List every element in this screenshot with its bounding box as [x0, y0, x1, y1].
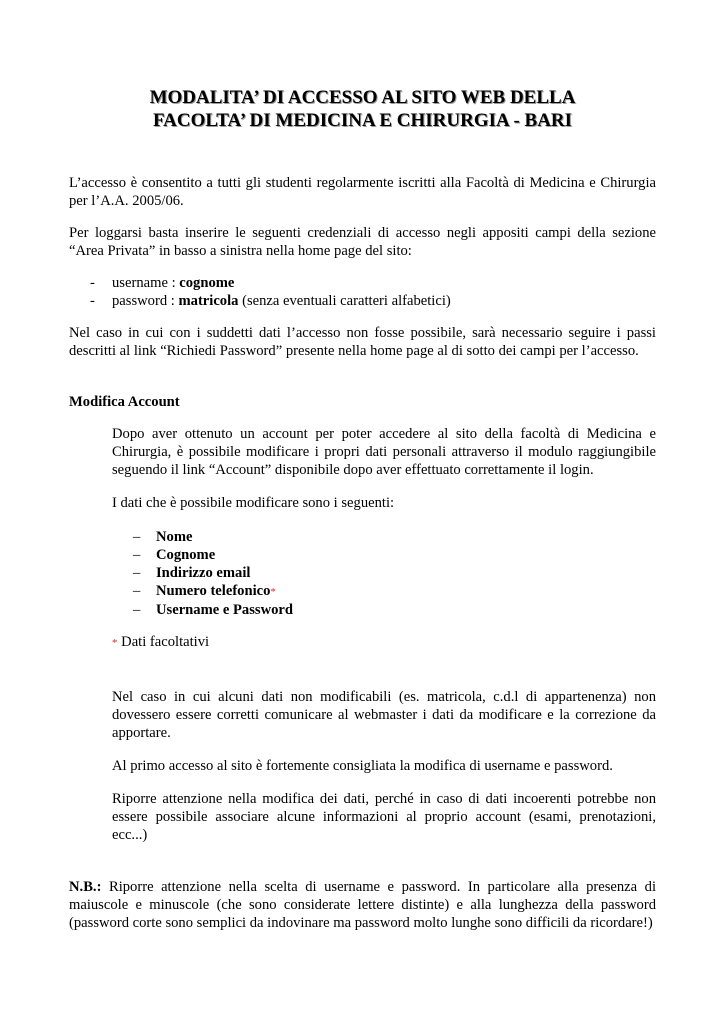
field-item-nome	[112, 528, 656, 546]
nb-text: Riporre attenzione nella scelta di username e password. In particolare alla presenza di maiuscole e minuscole (che sono considerate lettere distinte) e alla lunghezza della password (password corte sono semplici da indovinare ma password molto lunghe sono difficili da ricordare!)	[69, 879, 656, 931]
list-dash: –	[133, 529, 141, 545]
title-line-1: MODALITA’ DI ACCESSO AL SITO WEB DELLA	[149, 87, 576, 108]
list-dash: –	[133, 583, 141, 599]
title-line-2: FACOLTA’ DI MEDICINA E CHIRURGIA - BARI	[152, 110, 573, 131]
field-label: Nome	[156, 529, 193, 545]
attention-paragraph: Riporre attenzione nella modifica dei dati, perché in caso di dati incoerenti potrebbe non essere possibile associare alcune informazioni al proprio account (esami, prenotazioni, ecc...)	[112, 791, 656, 843]
list-dash: –	[133, 547, 141, 563]
field-label: Username e Password	[156, 602, 293, 618]
field-label: Numero telefonico	[156, 583, 271, 599]
optional-note	[112, 633, 656, 652]
document-title	[69, 86, 656, 132]
field-item-cognome	[112, 546, 656, 564]
intro-paragraph: L’accesso è consentito a tutti gli studenti regolarmente iscritti alla Facoltà di Medicina e Chirurgia per l’A.A. 2005/06.	[69, 175, 656, 209]
optional-asterisk: *	[112, 637, 118, 649]
account-intro-paragraph: Dopo aver ottenuto un account per poter accedere al sito della facoltà di Medicina e Chirurgia, è possibile modificare i propri dati personali attraverso il modulo raggiungibile seguendo il link “Account” disponibile dopo aver effettuato correttamente il login.	[112, 426, 656, 478]
non-editable-paragraph: Nel caso in cui alcuni dati non modificabili (es. matricola, c.d.l di appartenenza) non dovessero essere corretti comunicare al webmaster i dati da modificare e la correzione da apportare.	[112, 689, 656, 741]
credentials-list	[69, 274, 656, 310]
credential-label: username :	[112, 275, 180, 291]
field-item-email	[112, 564, 656, 582]
list-dash: –	[133, 565, 141, 581]
section-heading-modifica-account: Modifica Account	[69, 394, 180, 410]
field-label: Indirizzo email	[156, 565, 251, 581]
credential-label: password :	[112, 293, 179, 309]
credential-username-item	[69, 274, 656, 292]
list-dash: –	[133, 602, 141, 618]
login-instructions-paragraph: Per loggarsi basta inserire le seguenti credenziali di accesso negli appositi campi della sezione “Area Privata” in basso a sinistra nella home page del sito:	[69, 225, 656, 259]
credential-value: matricola	[178, 293, 239, 309]
section-body	[112, 425, 656, 844]
nb-paragraph	[69, 878, 656, 932]
field-item-username-password	[112, 601, 656, 619]
optional-note-text: Dati facoltativi	[117, 634, 210, 650]
field-label: Cognome	[156, 547, 216, 563]
list-dash: -	[90, 275, 95, 291]
credential-value: cognome	[179, 275, 235, 291]
fields-intro-paragraph: I dati che è possibile modificare sono i seguenti:	[112, 495, 395, 511]
editable-fields-list	[112, 528, 656, 619]
credential-suffix: (senza eventuali caratteri alfabetici)	[238, 293, 451, 309]
list-dash: -	[90, 293, 95, 309]
credential-password-item	[69, 292, 656, 310]
document-page	[69, 86, 656, 932]
optional-asterisk: *	[270, 586, 276, 598]
field-item-telefono	[112, 582, 656, 601]
fallback-paragraph: Nel caso in cui con i suddetti dati l’accesso non fosse possibile, sarà necessario seguire i passi descritti al link “Richiedi Password” presente nella home page al di sotto dei campi per l’accesso.	[69, 325, 656, 359]
first-access-paragraph: Al primo accesso al sito è fortemente consigliata la modifica di username e password.	[112, 758, 613, 774]
nb-label: N.B.:	[69, 879, 102, 895]
